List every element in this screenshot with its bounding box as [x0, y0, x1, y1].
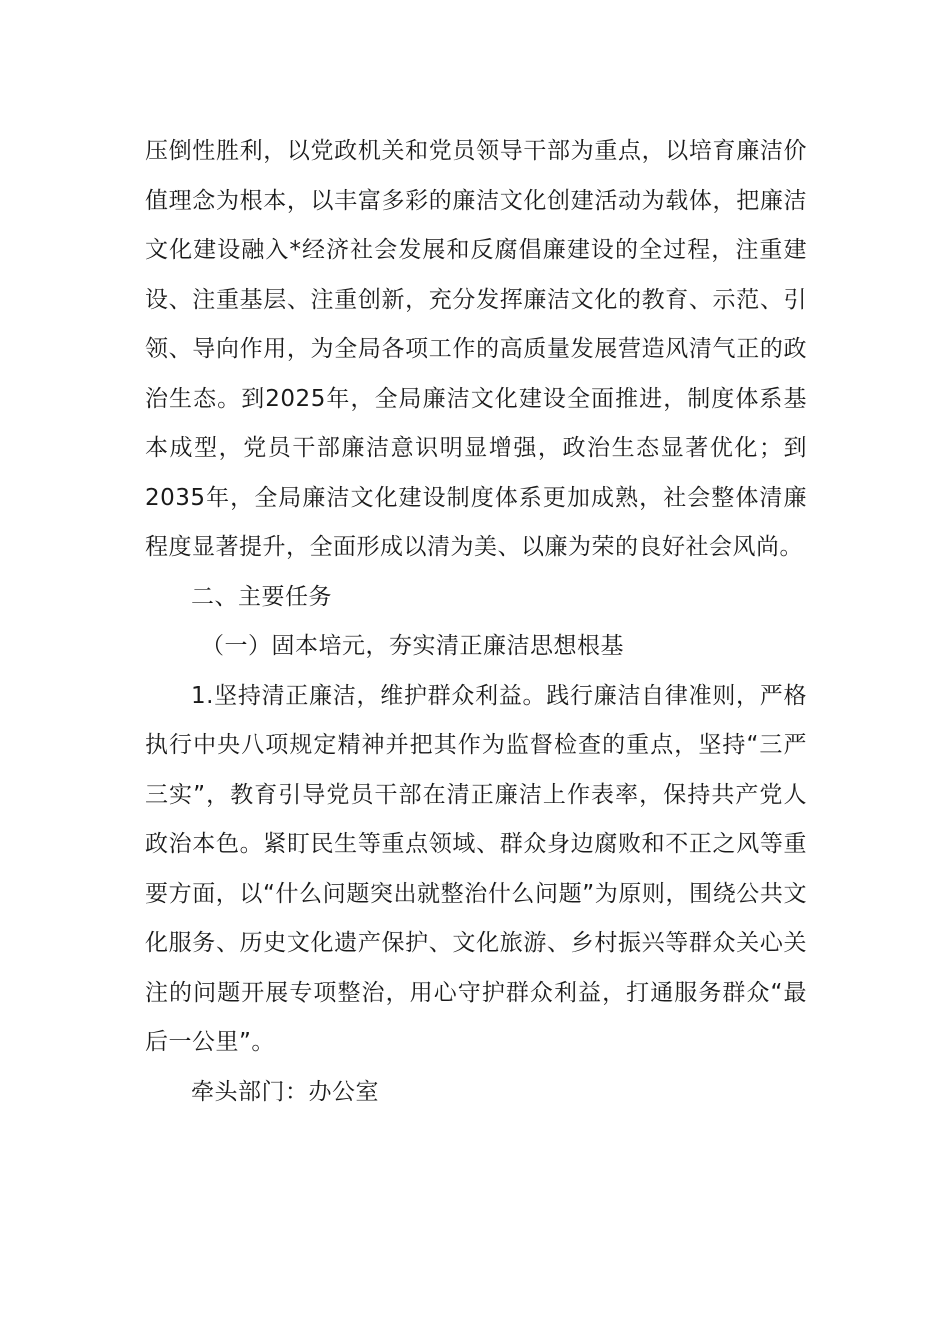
subsection-heading-1: （一）固本培元，夯实清正廉洁思想根基 [201, 633, 624, 659]
section-heading-main-tasks: 二、主要任务 [191, 583, 332, 610]
lead-department-line: 牵头部门：办公室 [191, 1078, 379, 1105]
document-body [145, 127, 807, 1117]
task-item-1: 1.坚持清正廉洁，维护群众利益。践行廉洁自律准则，严格执行中央八项规定精神并把其作为监督检查的重点，坚持“三严三实”，教育引导党员干部在清正廉洁上作表率，保持共产党人政治本色。紧盯民生等重点领域、群众身边腐败和不正之风等重要方面，以“什么问题突出就整治什么问题”为原则，围绕公共文化服务、历史文化遗产保护、文化旅游、乡村振兴等群众关心关注的问题开展专项整治，用心守护群众利益，打通服务群众“最后一公里”。 [145, 682, 807, 1055]
body-paragraph-goals: 压倒性胜利，以党政机关和党员领导干部为重点，以培育廉洁价值理念为根本，以丰富多彩的廉洁文化创建活动为载体，把廉洁文化建设融入*经济社会发展和反腐倡廉建设的全过程，注重建设、注重基层、注重创新，充分发挥廉洁文化的教育、示范、引领、导向作用，为全局各项工作的高质量发展营造风清气正的政治生态。到2025年，全局廉洁文化建设全面推进，制度体系基本成型，党员干部廉洁意识明显增强，政治生态显著优化；到2035年，全局廉洁文化建设制度体系更加成熟，社会整体清廉程度显著提升，全面形成以清为美、以廉为荣的良好社会风尚。 [145, 138, 807, 560]
